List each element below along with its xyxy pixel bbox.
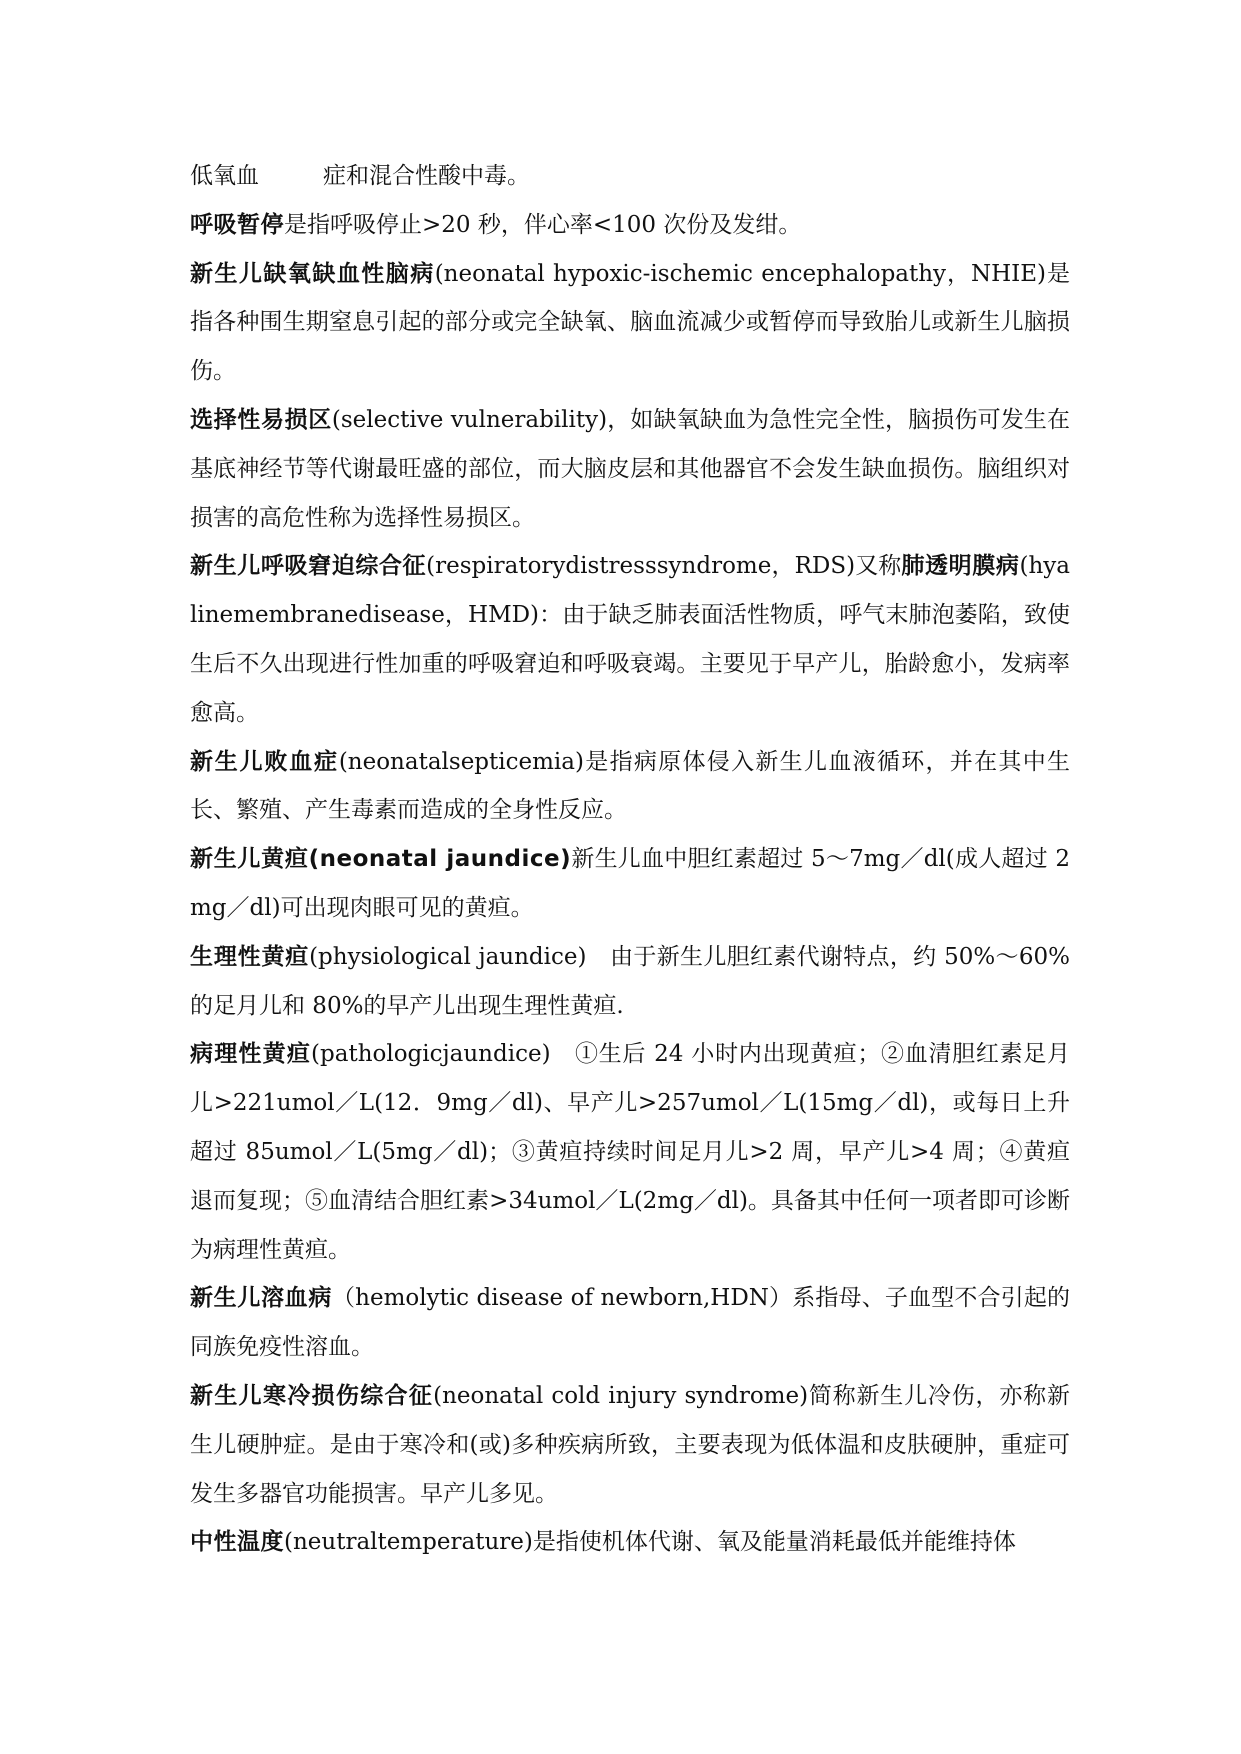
term-definition: (neutraltemperature)是指使机体代谢、氧及能量消耗最低并能维持体 xyxy=(284,1529,1016,1556)
term-heading: 中性温度 xyxy=(190,1529,284,1556)
term-definition: (neonatalsepticemia)是指病原体侵入新生儿血液循环，并在其中生长、繁殖、产生毒素而造成的全身性反应。 xyxy=(190,748,1070,824)
paragraph-neutral-temperature xyxy=(190,1518,1070,1567)
term-heading: 呼吸暂停 xyxy=(190,211,284,238)
term-definition: （hemolytic disease of newborn,HDN）系指母、子血型不合引起的同族免疫性溶血。 xyxy=(190,1285,1071,1361)
term-definition-secondary: (hyalinemembranedisease，HMD)：由于缺乏肺表面活性物质，呼气末肺泡萎陷，致使生后不久出现进行性加重的呼吸窘迫和呼吸衰竭。主要见于早产儿，胎龄愈小，发病率愈高。 xyxy=(190,553,1071,726)
document-page xyxy=(190,152,1070,1567)
paragraph-physiological-jaundice xyxy=(190,933,1070,1031)
term-heading: 新生儿黄疸(neonatal jaundice) xyxy=(190,846,572,873)
paragraph-rds xyxy=(190,542,1070,737)
term-heading-secondary: 肺透明膜病 xyxy=(901,553,1020,580)
paragraph-hdn xyxy=(190,1274,1070,1372)
term-heading: 新生儿寒冷损伤综合征 xyxy=(190,1382,434,1409)
term-definition: (pathologicjaundice) ①生后 24 小时内出现黄疸；②血清胆红素足月儿>221umol／L(12．9mg／dl)、早产儿>257umol／L(15mg／dl)，或每日上升超过 85umol／L(5mg／dl)；③黄疸持续时间足月儿>2 周，早产儿>4 周；④黄疸退而复现；⑤血清结合胆红素>34umol／L(2mg／dl)。具备其中任何一项者即可诊断为病理性黄疸。 xyxy=(190,1041,1070,1263)
paragraph-cold-injury xyxy=(190,1372,1070,1518)
paragraph-apnea xyxy=(190,201,1070,250)
text-segment: 症和混合性酸中毒。 xyxy=(323,163,530,189)
term-definition: (neonatal cold injury syndrome)简称新生儿冷伤，亦称新生儿硬肿症。是由于寒冷和(或)多种疾病所致，主要表现为低体温和皮肤硬肿，重症可发生多器官功能损害。早产儿多见。 xyxy=(190,1382,1070,1507)
paragraph-pathologic-jaundice xyxy=(190,1030,1070,1274)
term-heading: 新生儿缺氧缺血性脑病 xyxy=(190,260,435,287)
paragraph-jaundice xyxy=(190,835,1070,933)
term-definition: (physiological jaundice) 由于新生儿胆红素代谢特点，约 50%～60%的足月儿和 80%的早产儿出现生理性黄疸. xyxy=(190,943,1070,1019)
term-heading: 病理性黄疸 xyxy=(190,1041,312,1068)
term-heading: 新生儿败血症 xyxy=(190,748,339,775)
paragraph-septicemia xyxy=(190,738,1070,836)
paragraph-hie xyxy=(190,250,1070,396)
term-heading: 生理性黄疸 xyxy=(190,943,310,970)
term-definition: (selective vulnerability)，如缺氧缺血为急性完全性，脑损伤可发生在基底神经节等代谢最旺盛的部位，而大脑皮层和其他器官不会发生缺血损伤。脑组织对损害的高危性称为选择性易损区。 xyxy=(190,406,1071,531)
term-heading: 新生儿呼吸窘迫综合征 xyxy=(190,553,427,580)
text-segment: 低氧血 xyxy=(190,163,259,189)
paragraph-hypoxemia xyxy=(190,152,1070,201)
paragraph-selective-vulnerability xyxy=(190,396,1070,542)
term-definition: 新生儿血中胆红素超过 5～7mg／dl(成人超过 2mg／dl)可出现肉眼可见的黄疸。 xyxy=(190,846,1070,921)
term-definition: (neonatal hypoxic-ischemic encephalopathy，NHIE)是指各种围生期窒息引起的部分或完全缺氧、脑血流减少或暂停而导致胎儿或新生儿脑损伤。 xyxy=(190,260,1070,385)
term-heading: 新生儿溶血病 xyxy=(190,1285,332,1312)
term-definition: 是指呼吸停止>20 秒，伴心率<100 次份及发绀。 xyxy=(284,211,802,238)
term-heading: 选择性易损区 xyxy=(190,406,332,433)
term-definition: (respiratorydistresssyndrome，RDS)又称 xyxy=(426,553,902,580)
